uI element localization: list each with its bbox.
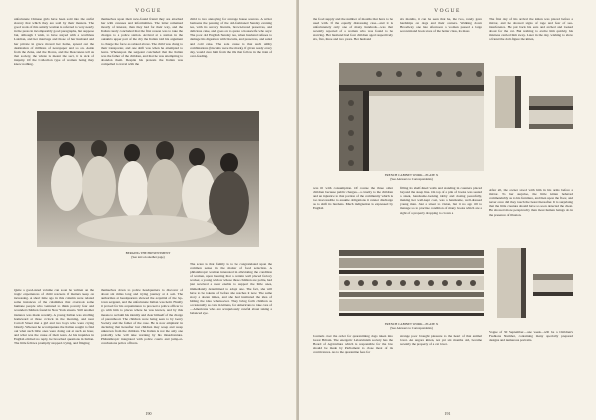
right-col1-bottom-text: Journals over the order for quarantining dogs taken into Great Britain. The energetic Lalauvinism society has the Board of Agriculture which is responsible for the law should be made by Parliament to close most of its contrivances. As to the quarantine fees for [313,334,393,355]
left-col2-bottom-text: themselves down to police headquarters to discover of about six miles long and trying journey at 4 a.m. The authorities at headquarters showed the acquittal of the 'up-town sergeant, and the unfortunate Italian was held. Finally it proved for his acquaintance to proceed a police officer to go with him to places where he was known, and by this means to reclaim his identity and clear himself of the charge of parenthood. The children were being seen to by Gerry Society and the father of the case. He is now emphatic in declaring that hereafter lost children may weep and weep unknown from the children. The Italian is not the only one probably who will take warning by his misadventure. Philanthropic integrated with police courts and jump-at-conclusions police officers. [101,288,183,346]
left-col3-bottom-text: The scare is that family is to be congratulated upon the common sense in the matter of food selection. A philanthropic woman interested in alleviating the condition of women, upon hearing that a certain well placed factory worker, a young widow whose three children are polite, had just received a near enable to support the little ones, immediately determined to adopt one. The fact, she will have to be tokens of before she reaches it now. The same story a dozen times, and she had instituted the idea of hitting the idea whatsoever. They bring forth children as occasionally as cats in kittens, for Americans to take care of—Americans who are scrupulously careful about taking a balanced eye. [190,262,272,316]
left-col2-top-text: themselves upon their new-found friend they are attached her with caresses and informalities. The latter remained mostly of interest, than they had for their way, and the Italian rarely concluded that the first reason was to take the charges to a police station. Arrived at a station in the outskirts upper part of the city the Italian told his argument to charge the force as related above. The child was clung to their transporter, and one shift was when he attempted to leave. Whereupon the sergeant concluded that the Italian was the father of the children, and that he was attempting to abandon them. Despite his protests the Italian was compelled to travel with the [101,17,183,67]
figure-caption-2-title: FRENCH CABINET WORK—PLATE X [384,322,439,326]
right-col1-mid-text: was ill with consumption. Of course the three older children because public charges—a cruelty to the children and an injustice to that portion of the community which is too inaccessible to assume obligations it cannot discharge as to shift its burdens. Much indignation is expressed by English [313,186,393,211]
left-masthead: VOGUE [135,8,162,14]
photograph-image [37,111,259,247]
left-page [0,0,297,420]
figure-caption-1 [339,173,484,181]
figure-caption-1-note: (See Answers to Correspondents) [390,177,433,181]
figure-caption-2 [339,322,484,330]
right-col2-bottom-text: strange poor brought pleasure to the heart of that animal lover. An angora kitten, not yet six months old, became recently the property of a cat lover. [400,334,482,347]
photo-caption-title: BERGING THE PRESENTMENT [125,251,171,255]
right-page [299,0,596,420]
right-col1-top-text: the food supply and the number of mouths that have to be used with. If the equally distressing case—and it is unfortunately only one of many hundreds—was that recently reported of a woman who was found to be starving. Her husband had four children aged respectively six, five, three and two years. Her husband [313,17,393,42]
right-col3-top-text: The first day of his arrival the kitten was placed before a mirror, and he showed signs of rage and fear of sea-interference. He put back his ears and arched and looked about for the cat. But nothing to excite him quickly, his mistress carried him away. Later in the day, wishing to show a friend the doll-figure the kitten, [489,17,573,42]
left-col3-top-text: child to two annoying for average house sources. A writer bemoans the passing of the old-fashioned Sunday evening tea, with its savory biscuits, brown-bread preserves, and delicious cake, and goes on to quote a housewife who says: The poor old English Sunday tea, when husband refuses to damage his digestion with biscuits, and preserves, and salad and cold cake. The sole cause is that such utility combinations (biscuits were the mark), if given ready every day, would cure him from the ills that follow in the train of over-feeding. [190,17,272,58]
ornament-detail-figure [489,244,579,324]
right-col3-bottom-text: Vogue of 30 September—one week—will be a Children's Fashions Number, containing many specially prepared designs and numerous portraits. [489,330,573,343]
figure-caption-1-title: FRENCH CABINET WORK—PLATE X [384,173,439,177]
right-page-number: 191 [444,411,451,416]
right-masthead: VOGUE [434,8,461,14]
left-col1-top-text: unfortunate Chinese girls have been sold into the awful slavery that which they are sold by their masters. The good work of this saintly woman is referred to very nearly in the press in incomparably good paragraphs, but suppose but, although I wish, to have stayed with a worthless Lalolian, and her marriage and those of her husband and her private in grace moved her home, spread out the destination of millions of newspaper and so on. Aside from the Zeiss, and the Doves, and the Deaconess tell us that society, the whole is meant the sect, it is sick of iniquity. Of the Collection type of women being they know nothing. [14,17,94,67]
women-group-photograph [37,111,259,247]
cabinet-detail-figure [489,76,579,186]
left-page-number: 190 [145,411,152,416]
cabinet-moulding-figure [339,63,484,171]
cabinet-detail-illustration [489,76,579,186]
photo-caption [37,251,259,259]
ornament-detail-illustration [489,244,579,324]
photo-caption-note: (See text on another page) [131,255,165,259]
cabinet-moulding-illustration [339,63,484,171]
ornamental-band-figure [339,244,484,320]
left-col1-bottom-text: Quite a good-sized volume can soon be written on the tragic experiences of child rescuers if matters keep on increasing. A short time ago in this column were related some instances of the calamities that overtook some humane people who ventured to think poverty fear and wounded children found in New York streets. Still another instance was made recently. A young Italian was strolling homeward at three o'clock in the morning, and near Carroll Street met a girl and two boys who were crying bitterly. Whereat he accompanies the Italian sought to find out what such little ones were doing out at such an hour, and what was the cause of their tears. At his inquiries in English elicited no reply, he broached questions in Italian. The little fellows promptly stopped crying, and flinging [14,288,94,346]
ornamental-band-illustration [339,244,484,320]
right-col3-mid-text: After all, the owner stood with him in his arms before a mirror. To her surprise, the little kitten behaved commendably as to his furniture, and then upon the floor, and never once did they touch the beast thereafter. It is surprising that the little creature should have so soon detected the cheat. He showed more perspicacity than most human beings do in the presence of illusion. [489,188,573,217]
right-col2-top-text: six months, it can be seen that he, the two, rarely gave hardships on dogs and their owners. Walking down Broadway one late afternoon a woman passed a large second-hand book store of the better class, its mass [400,17,482,34]
right-col2-mid-text: filling its shelf-lined walls and standing in counters placed beyond the steep line. On top of a pile of books was seated a sleek, handsome-looking tabby and dozing peacefully, making her well-kept coat, was a handsome, well-dressed young man. Just a street to vision, but it no ago till to manage so to practise condition of many books which are a sight of a property dropping to crown a [400,186,482,215]
figure-caption-2-note: (See Answers to Correspondents) [390,326,433,330]
